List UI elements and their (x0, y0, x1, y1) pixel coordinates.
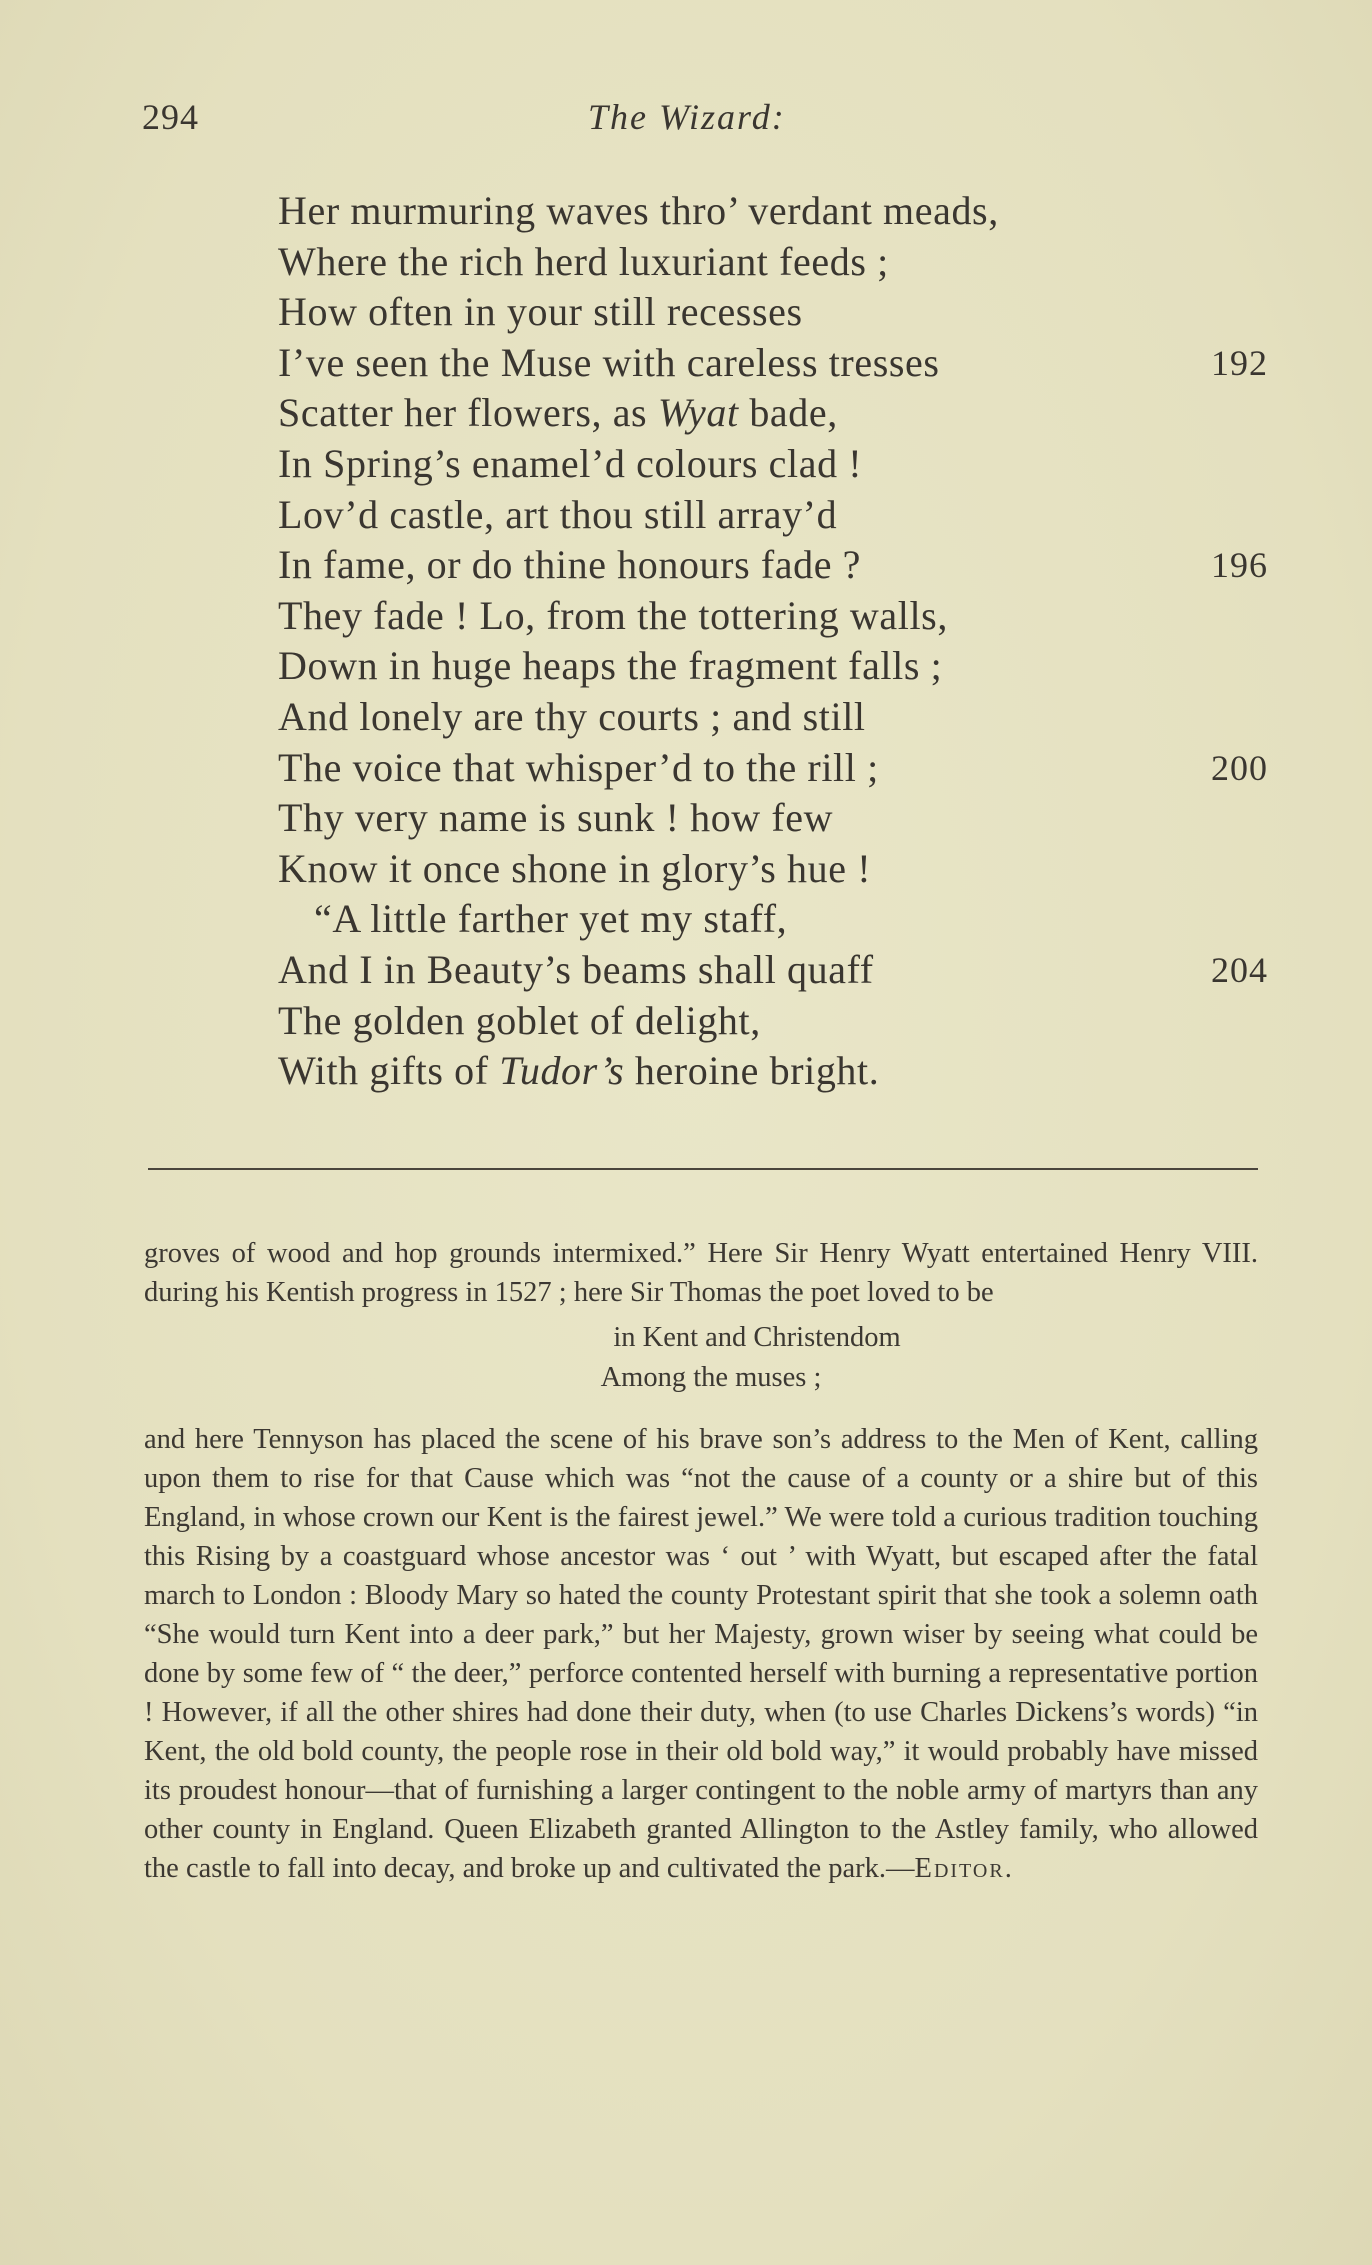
verse-text-post: heroine bright. (624, 1048, 880, 1094)
verse-text: How often in your still recesses (278, 289, 803, 335)
page-number: 294 (142, 97, 199, 137)
verse-text: In fame, or do thine honours fade ? (278, 542, 862, 588)
line-number: 192 (1211, 342, 1268, 383)
verse-text: The golden goblet of delight, (278, 997, 761, 1043)
verse-text: Know it once shone in glory’s hue ! (278, 845, 872, 891)
verse-line (278, 894, 1268, 945)
verse-line (278, 388, 1268, 439)
verse-text: Her murmuring waves thro’ verdant meads, (278, 188, 999, 233)
footnote-divider (148, 1168, 1258, 1170)
verse-line (278, 490, 1268, 541)
verse-text-post: bade, (738, 390, 838, 436)
verse-text: Down in huge heaps the fragment falls ; (278, 643, 943, 689)
verse-text: And I in Beauty’s beams shall quaff (278, 946, 874, 992)
footnote-continuation-text: and here Tennyson has placed the scene of his brave son’s address to the Men of Kent, calling upon them to rise for that Cause which was “not the cause of a county or a shire but of this England, in whose crown our Kent is the fairest jewel.” We were told a curious tradition touching this Rising by a coastguard whose ancestor was ‘ out ’ with Wyatt, but escaped after the fatal march to London : Bloody Mary so hated the county Protestant spirit that she took a solemn oath “She would turn Kent into a deer park,” but her Majesty, grown wiser by seeing what could be done by some few of “ the deer,” perforce contented herself with burning a representative portion ! However, if all the other shires had done their duty, when (to use Charles Dickens’s words) “in Kent, the old bold county, the people rose in their old bold way,” it would probably have missed its proudest honour—that of furnishing a larger contingent to the noble army of martyrs than any other county in England. Queen Elizabeth granted Allington to the Astley family, who allowed the castle to fall into decay, and broke up and cultivated the park.— (144, 1424, 1258, 1884)
verse-text-pre: Scatter her flowers, as (278, 390, 658, 436)
footnote-quotation (144, 1318, 1258, 1398)
editor-signature: Editor. (914, 1853, 1014, 1884)
verse-text: In Spring’s enamel’d colours clad ! (278, 440, 863, 486)
verse-line (278, 793, 1268, 844)
line-number: 204 (1211, 949, 1268, 990)
running-title: The Wizard: (588, 97, 786, 137)
poem-block (278, 186, 1268, 1097)
verse-line (278, 996, 1268, 1047)
verse-line (278, 844, 1268, 895)
verse-line (278, 439, 1268, 490)
footnote (144, 1234, 1258, 1888)
verse-line (278, 945, 1268, 996)
footnote-continuation (144, 1420, 1258, 1888)
page-header (0, 96, 1372, 156)
verse-line (278, 1046, 1268, 1097)
quotation-line: Among the muses ; (600, 1362, 822, 1393)
verse-line (278, 641, 1268, 692)
verse-text-pre: With gifts of (278, 1048, 500, 1094)
quotation-line: in Kent and Christendom (613, 1322, 901, 1353)
verse-text: Lov’d castle, art thou still array’d (278, 491, 838, 537)
verse-line (278, 237, 1268, 288)
verse-text: Where the rich herd luxuriant feeds ; (278, 238, 889, 284)
verse-line (278, 540, 1268, 591)
line-number: 196 (1211, 545, 1268, 586)
verse-text: And lonely are thy courts ; and still (278, 693, 866, 739)
verse-line (278, 186, 1268, 237)
verse-line (278, 338, 1268, 389)
verse-text-italic: Wyat (657, 390, 739, 436)
verse-text: “A little farther yet my staff, (314, 896, 788, 942)
verse-text-italic: Tudor’s (499, 1048, 625, 1094)
verse-line (278, 591, 1268, 642)
line-number: 200 (1211, 747, 1268, 788)
verse-text: I’ve seen the Muse with careless tresses (278, 339, 940, 385)
verse-text: Thy very name is sunk ! how few (278, 795, 834, 841)
footnote-opening: groves of wood and hop grounds intermixed.” Here Sir Henry Wyatt entertained Henry VIII. during his Kentish progress in 1527 ; here Sir Thomas the poet loved to be (144, 1238, 1258, 1308)
verse-text: The voice that whisper’d to the rill ; (278, 744, 879, 790)
verse-line (278, 692, 1268, 743)
verse-line (278, 287, 1268, 338)
verse-line (278, 743, 1268, 794)
verse-text: They fade ! Lo, from the tottering walls, (278, 592, 948, 638)
